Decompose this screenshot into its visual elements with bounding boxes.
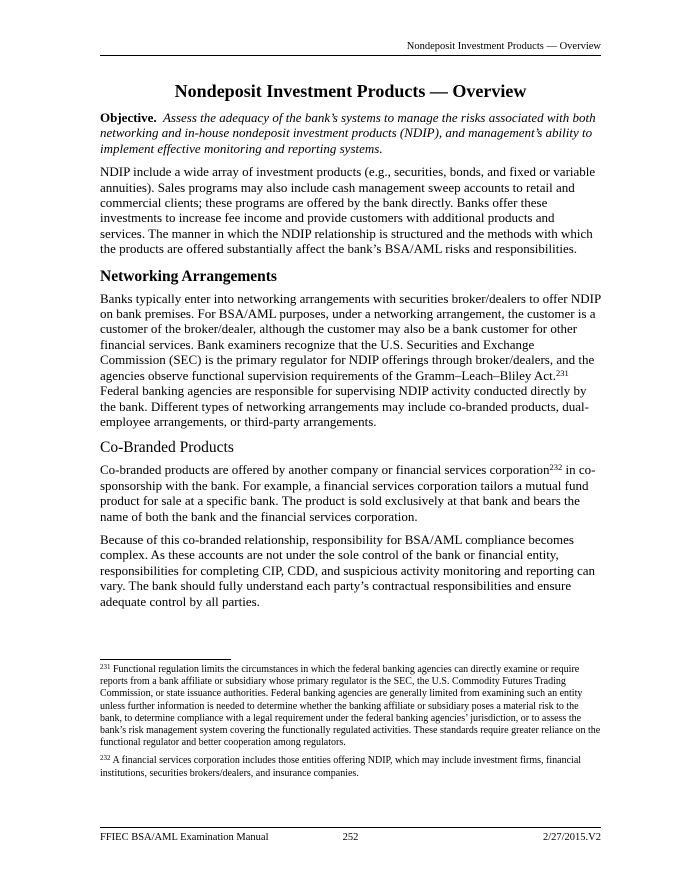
objective-text: Assess the adequacy of the bank’s systems to manage the risks associated with both networking and in-house nondeposit investment products (NDIP), and management’s ability to implement effective monitoring and reporting systems. [100, 110, 596, 156]
footnote-ref-231[interactable]: 231 [555, 367, 569, 378]
networking-heading: Networking Arrangements [100, 267, 277, 285]
footnote-number: 231 [100, 663, 111, 671]
footnote-text: Functional regulation limits the circumstances in which the federal banking agencies can directly examine or require reports from a bank affiliate or subsidiary whose primary regulator is the SEC, the U.S. Commodity Futures Trading Commission, or state issuance authorities. Federal banking agencies are generally limited from examining such an entity unless further information is needed to determine whether the banking affiliate or subsidiary poses a material risk to the bank, to determine compliance with a legal requirement under the federal banking agencies’ jurisdiction, or to assess the bank’s risk management system covering the functionally regulated activities. These standards require greater reliance on the functional regulator and better cooperation among regulators. [100, 664, 601, 749]
footer-version-date: 2/27/2015.V2 [542, 832, 601, 843]
page-title: Nondeposit Investment Products — Overview [174, 81, 527, 101]
intro-paragraph: NDIP include a wide array of investment products (e.g., securities, bonds, and fixed or variable annuities). Sales programs may also include cash management sweep accounts to retail and commercial clients; these programs are offered by the bank directly. Banks offer these investments to increase fee income and provide customers with additional products and services. The manner in which the NDIP relationship is structured and the methods with which the products are offered substantially affect the bank’s BSA/AML risks and responsibilities. [100, 164, 596, 257]
networking-text-2: Federal banking agencies are responsible for supervising NDIP activity conducted directly by the bank. Different types of networking arrangements may include co-branded products, dual-employee arrangements, or third-party arrangements. [100, 383, 589, 429]
footnotes [100, 664, 601, 786]
networking-text-1: Banks typically enter into networking arrangements with securities broker/dealers to offer NDIP on bank premises. For BSA/AML purposes, under a networking arrangement, the customer is a customer of the broker/dealer, although the customer may also be a bank customer for other financial services. Bank examiners recognize that the U.S. Securities and Exchange Commission (SEC) is the primary regulator for NDIP offerings through broker/dealers, and the agencies observe functional supervision requirements of the Gramm–Leach–Bliley Act. [100, 290, 601, 383]
footnote-text: A financial services corporation includes those entities offering NDIP, which may include investment firms, financial institutions, securities brokers/dealers, and insurance companies. [100, 755, 582, 779]
cobranded-paragraph-2: Because of this co-branded relationship, responsibility for BSA/AML compliance becomes complex. As these accounts are not under the sole control of the bank or financial entity, responsibilities for completing CIP, CDD, and suspicious activity monitoring and reporting can vary. The bank should fully understand each party’s contractual responsibilities and ensure adequate control by all parties. [100, 531, 596, 609]
footer-manual-title: FFIEC BSA/AML Examination Manual [100, 832, 269, 843]
page-footer [100, 827, 601, 843]
cobranded-paragraph-1 [100, 462, 601, 524]
footnote [100, 664, 601, 749]
page-number: 252 [342, 832, 359, 843]
networking-paragraph [100, 291, 601, 430]
running-header: Nondeposit Investment Products — Overview [100, 40, 601, 56]
cobranded-text-2: in co-sponsorship with the bank. For example, a financial services corporation tailors a mutual fund product for sale at a specific bank. The product is sold exclusively at that bank and bears the name of both the bank and the financial services corporation. [100, 462, 596, 524]
objective-label: Objective. [100, 110, 157, 125]
footnote-separator [100, 659, 231, 660]
objective-paragraph [100, 110, 601, 156]
cobranded-text-1: Co-branded products are offered by another company or financial services corporation [100, 462, 550, 478]
body-text [100, 110, 601, 617]
cobranded-heading: Co-Branded Products [100, 439, 234, 457]
footnote-number: 232 [100, 754, 111, 763]
footnote-ref-232[interactable]: 232 [549, 462, 563, 473]
footnote [100, 755, 601, 779]
